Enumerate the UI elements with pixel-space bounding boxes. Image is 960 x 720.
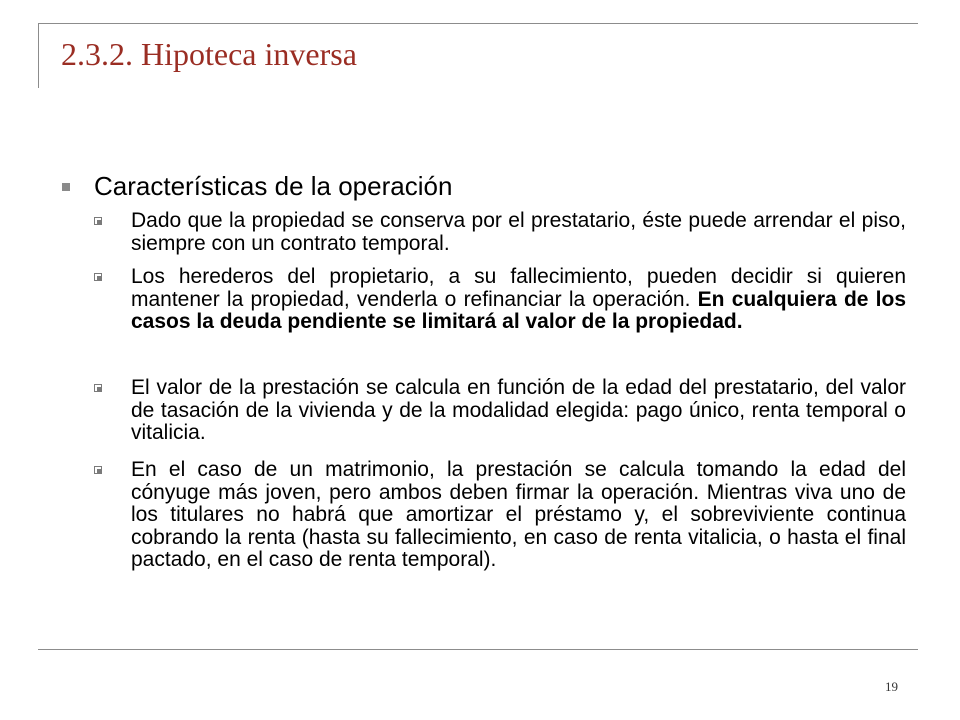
main-bullet-text: Características de la operación — [94, 171, 453, 201]
square-bullet-icon — [62, 183, 70, 191]
sub-bullet-text — [131, 459, 906, 572]
title-frame-top-rule — [38, 23, 918, 24]
sub-bullet-plain-text: Dado que la propiedad se conserva por el prestatario, éste puede arrendar el piso, siempre con un contrato temporal. — [131, 209, 906, 255]
sub-bullet-plain-text: Los herederos del propietario, a su fallecimiento, pueden decidir si quieren mantener la propiedad, venderla o refinanciar la operación. — [131, 265, 906, 311]
sub-bullet-bold-text: En cualquiera de los casos la deuda pendiente se limitará al valor de la propiedad. — [131, 287, 906, 333]
sub-bullet-text — [131, 210, 906, 255]
page-number: 19 — [885, 679, 898, 694]
checkbox-bullet-icon — [94, 466, 102, 474]
sub-bullet-item — [94, 210, 906, 255]
slide-title: 2.3.2. Hipoteca inversa — [61, 36, 357, 72]
checkbox-bullet-icon — [94, 217, 102, 225]
sub-bullet-text — [131, 377, 906, 445]
sub-bullet-plain-text: En el caso de un matrimonio, la prestación se calcula tomando la edad del cónyuge más joven, pero ambos deben firmar la operación. Mientras viva uno de los titulares no habrá que amortizar el préstamo y, el sobreviviente continua cobrando la renta (hasta su fallecimiento, en caso de renta vitalicia, o hasta el final pactado, en el caso de renta temporal). — [131, 458, 906, 571]
sub-bullet-item — [94, 459, 906, 572]
sub-bullet-item — [94, 377, 906, 445]
checkbox-bullet-icon — [94, 273, 102, 281]
footer-rule — [38, 649, 918, 650]
sub-bullet-text — [131, 266, 906, 334]
checkbox-bullet-icon — [94, 384, 102, 392]
sub-bullet-plain-text: El valor de la prestación se calcula en función de la edad del prestatario, del valor de tasación de la vivienda y de la modalidad elegida: pago único, renta temporal o vitalicia. — [131, 376, 906, 444]
sub-bullet-item — [94, 266, 906, 334]
title-frame-left-rule — [38, 23, 39, 88]
